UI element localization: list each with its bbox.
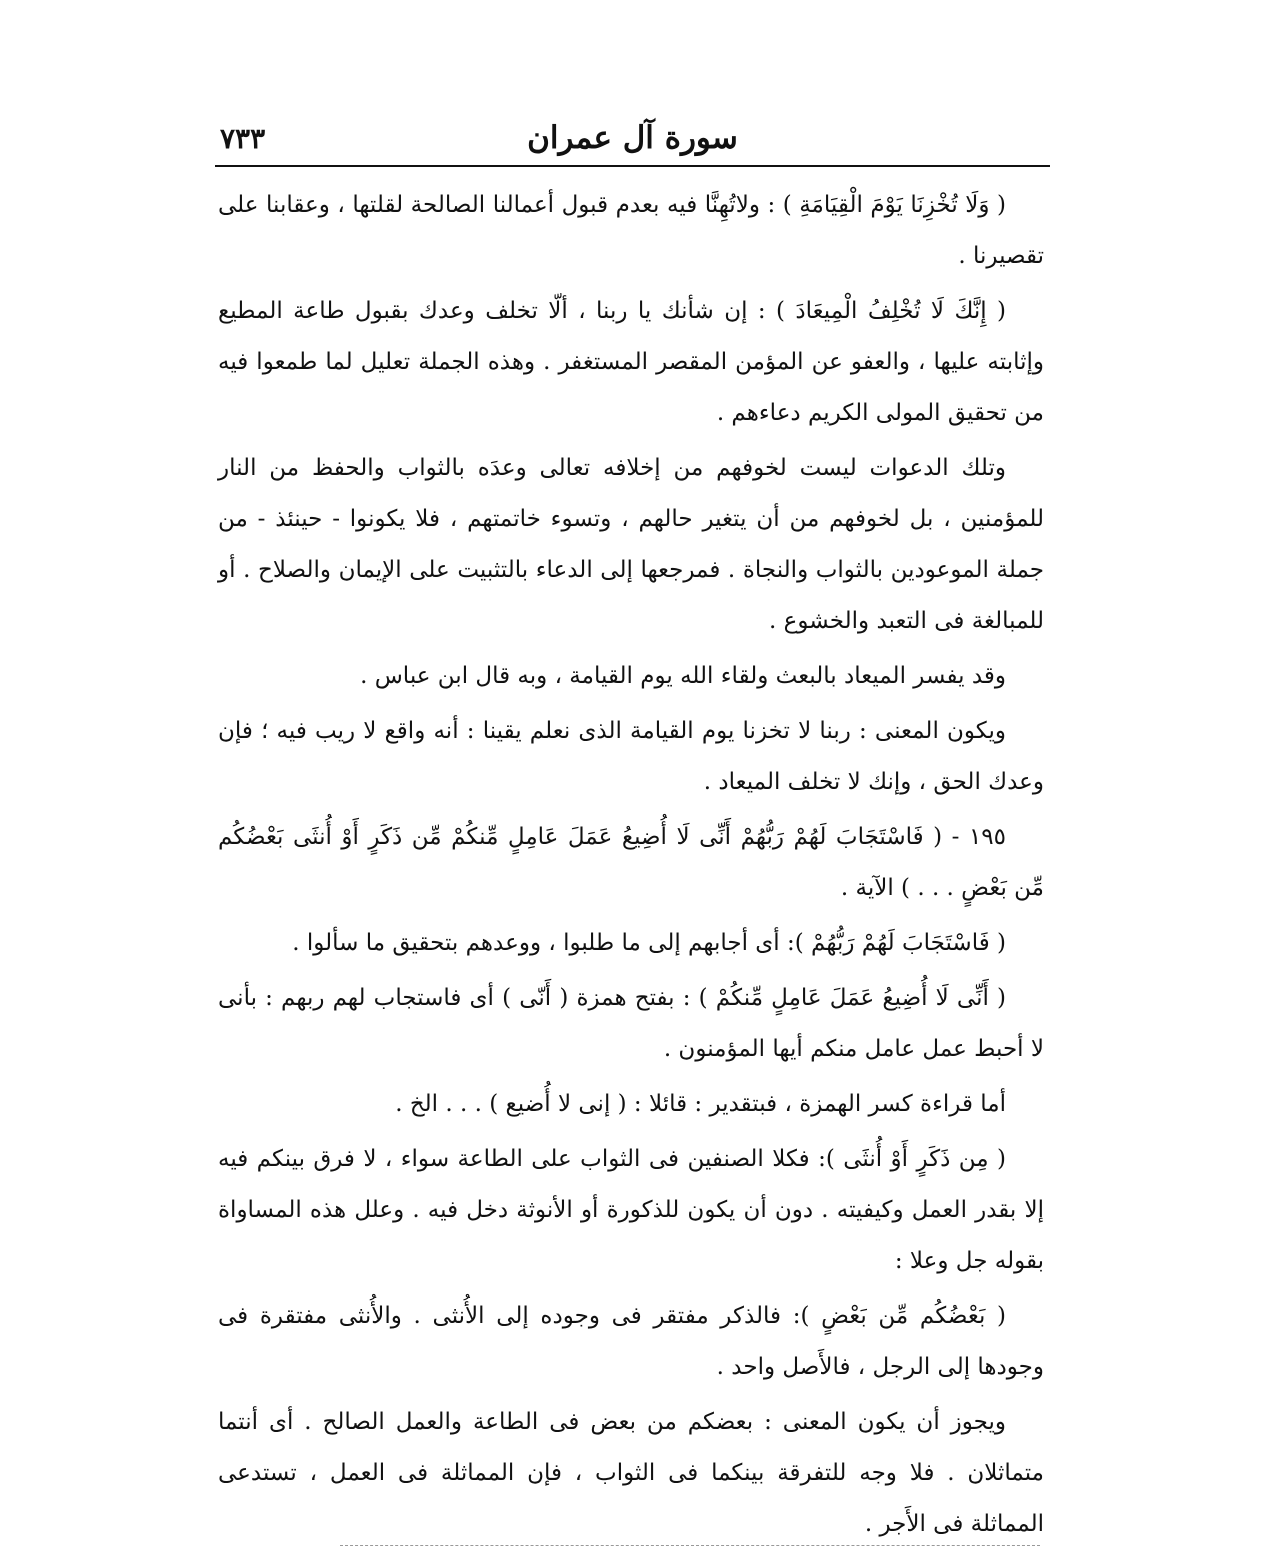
paragraph: أما قراءة كسر الهمزة ، فبتقدير : قائلا : ( إنى لا أُضيع ) . . . الخ .	[395, 1091, 1006, 1117]
page-body	[218, 180, 1044, 1550]
paragraph: ( مِن ذَكَرٍ أَوْ أُنثَى ): فكلا الصنفين فى الثواب على الطاعة سواء ، لا فرق بينكم فيه إلا بقدر العمل وكيفيته . دون أن يكون للذكورة أو الأنوثة دخل فيه . وعلل هذه المساواة بقوله جل وعلا :	[218, 1146, 1044, 1274]
paragraph: وقد يفسر الميعاد بالبعث ولقاء الله يوم القيامة ، وبه قال ابن عباس .	[360, 663, 1006, 689]
paragraph: ( وَلَا تُخْزِنَا يَوْمَ الْقِيَامَةِ ) : ولاتُهِنَّا فيه بعدم قبول أعمالنا الصالحة لقلتها ، وعقابنا على تقصيرنا .	[218, 192, 1044, 269]
paragraph: وتلك الدعوات ليست لخوفهم من إخلافه تعالى وعدَه بالثواب والحفظ من النار للمؤمنين ، بل لخوفهم من أن يتغير حالهم ، وتسوء خاتمتهم ، فلا يكونوا - حينئذ - من جملة الموعودين بالثواب والنجاة . فمرجعها إلى الدعاء بالتثبيت على الإيمان والصلاح . أو للمبالغة فى التعبد والخشوع .	[218, 455, 1044, 634]
page-header	[215, 118, 1050, 162]
paragraph: ويكون المعنى : ربنا لا تخزنا يوم القيامة الذى نعلم يقينا : أنه واقع لا ريب فيه ؛ فإن وعدك الحق ، وإنك لا تخلف الميعاد .	[218, 718, 1044, 795]
footer-divider	[340, 1545, 1040, 1546]
surah-title: سورة آل عمران	[527, 120, 738, 156]
paragraph: ( إِنَّكَ لَا تُخْلِفُ الْمِيعَادَ ) : إن شأنك يا ربنا ، ألّا تخلف وعدك بقبول طاعة المطيع وإثابته عليها ، والعفو عن المؤمن المقصر المستغفر . وهذه الجملة تعليل لما طمعوا فيه من تحقيق المولى الكريم دعاءهم .	[218, 298, 1044, 426]
page-number: ٧٣٣	[220, 122, 266, 155]
paragraph: ( بَعْضُكُم مِّن بَعْضٍ ): فالذكر مفتقر فى وجوده إلى الأُنثى . والأُنثى مفتقرة فى وجودها إلى الرجل ، فالأَصل واحد .	[218, 1303, 1044, 1380]
paragraph: ( أَنِّى لَا أُضِيعُ عَمَلَ عَامِلٍ مِّنكُمْ ) : بفتح همزة ( أَنّى ) أى فاستجاب لهم ربهم : بأنى لا أحبط عمل عامل منكم أيها المؤمنون .	[218, 985, 1044, 1062]
paragraph: ( فَاسْتَجَابَ لَهُمْ رَبُّهُمْ ): أى أجابهم إلى ما طلبوا ، ووعدهم بتحقيق ما سألوا .	[292, 930, 1006, 956]
header-rule	[215, 165, 1050, 167]
verse-heading: ١٩٥ - ( فَاسْتَجَابَ لَهُمْ رَبُّهُمْ أَنِّى لَا أُضِيعُ عَمَلَ عَامِلٍ مِّنكُمْ مِّن ذَكَرٍ أَوْ أُنثَى بَعْضُكُم مِّن بَعْضٍ . . . ) الآية .	[218, 824, 1044, 901]
paragraph: ويجوز أن يكون المعنى : بعضكم من بعض فى الطاعة والعمل الصالح . أى أنتما متماثلان . فلا وجه للتفرقة بينكما فى الثواب ، فإن المماثلة فى العمل ، تستدعى المماثلة فى الأَجر .	[218, 1409, 1044, 1537]
